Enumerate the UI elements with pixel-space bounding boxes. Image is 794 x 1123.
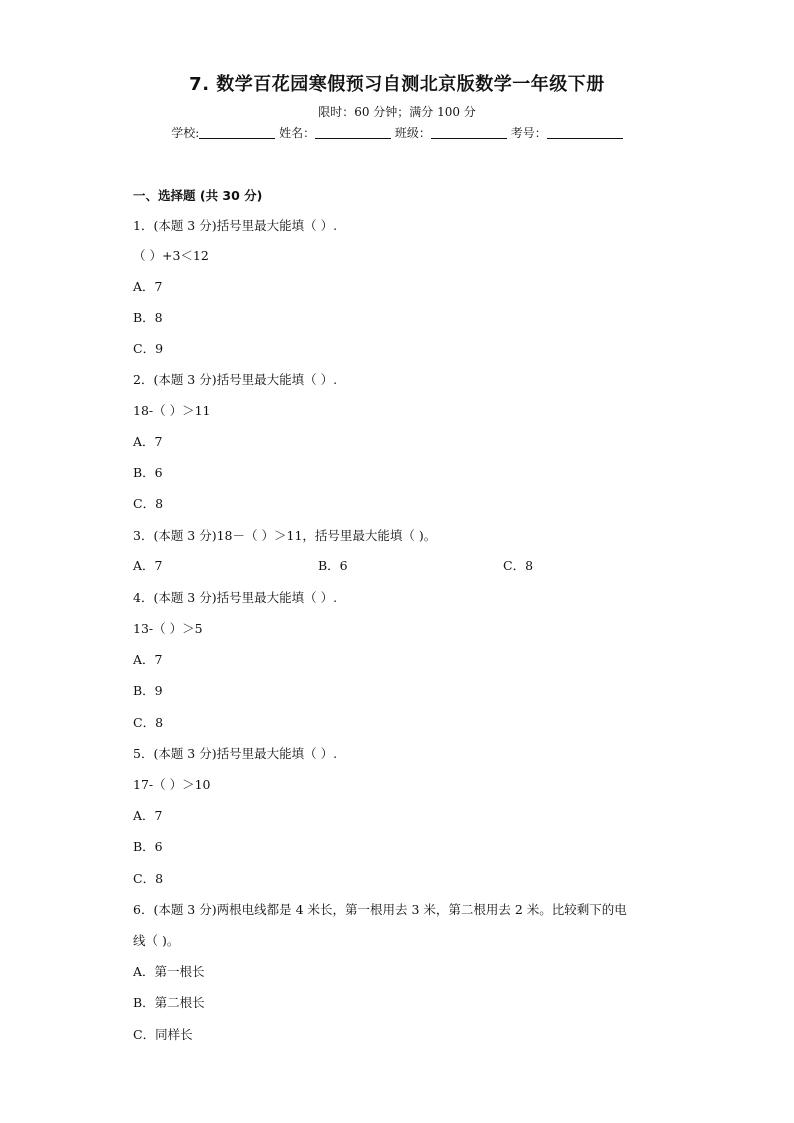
question-2-option-a: A．7 — [133, 434, 163, 449]
question-4-stem: 4．(本题 3 分)括号里最大能填（ ）. — [133, 590, 338, 605]
question-5-option-b: B．6 — [133, 839, 163, 854]
question-3-option-b: B．6 — [318, 558, 348, 573]
school-label: 学校: — [171, 126, 200, 140]
school-blank[interactable] — [199, 126, 275, 139]
question-4-expression: 13-（ ）＞5 — [133, 621, 203, 636]
class-label: 班级： — [394, 126, 431, 140]
page-title: 7. 数学百花园寒假预习自测北京版数学一年级下册 — [189, 74, 605, 95]
class-blank[interactable] — [431, 126, 507, 139]
section-heading: 一、选择题 (共 30 分) — [133, 188, 263, 203]
name-label: 姓名： — [279, 126, 316, 140]
question-4-option-a: A．7 — [133, 652, 163, 667]
question-1-option-a: A．7 — [133, 279, 163, 294]
question-6-stem-continued: 线（ )。 — [133, 933, 180, 948]
question-2-stem: 2．(本题 3 分)括号里最大能填（ ）. — [133, 372, 338, 387]
question-5-stem: 5．(本题 3 分)括号里最大能填（ ）. — [133, 746, 338, 761]
time-limit-text: 限时：60 分钟；满分 100 分 — [318, 105, 476, 119]
question-4-option-b: B．9 — [133, 683, 163, 698]
question-5-option-a: A．7 — [133, 808, 163, 823]
student-info-line — [0, 124, 794, 141]
question-1-expression: （ ）+3＜12 — [133, 248, 209, 263]
name-blank[interactable] — [315, 126, 391, 139]
question-1-option-c: C．9 — [133, 341, 164, 356]
question-6-option-a: A．第一根长 — [133, 964, 205, 979]
exam-number-label: 考号： — [510, 126, 547, 140]
exam-number-blank[interactable] — [547, 126, 623, 139]
question-6-stem: 6．(本题 3 分)两根电线都是 4 米长，第一根用去 3 米，第二根用去 2 米。比较剩下的电 — [133, 902, 627, 917]
question-2-expression: 18-（ ）＞11 — [133, 403, 211, 418]
question-6-option-c: C．同样长 — [133, 1027, 193, 1042]
question-5-option-c: C．8 — [133, 871, 164, 886]
question-3-option-a: A．7 — [133, 558, 163, 573]
question-2-option-c: C．8 — [133, 496, 164, 511]
question-6-option-b: B．第二根长 — [133, 995, 205, 1010]
question-4-option-c: C．8 — [133, 715, 164, 730]
question-2-option-b: B．6 — [133, 465, 163, 480]
question-3-stem: 3．(本题 3 分)18－（ ）＞11，括号里最大能填（ )。 — [133, 528, 437, 543]
question-1-option-b: B．8 — [133, 310, 163, 325]
question-1-stem: 1．(本题 3 分)括号里最大能填（ ）. — [133, 218, 338, 233]
question-3-option-c: C．8 — [503, 558, 534, 573]
question-5-expression: 17-（ ）＞10 — [133, 777, 211, 792]
